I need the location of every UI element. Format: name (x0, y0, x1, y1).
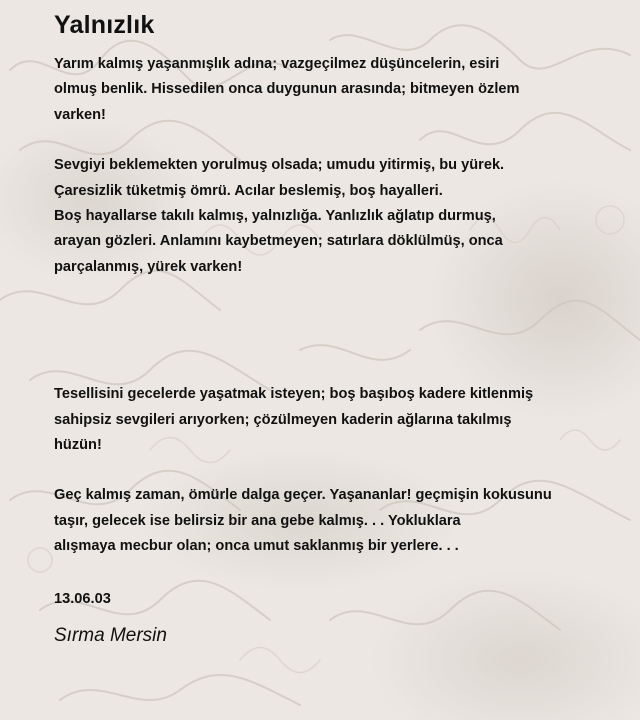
poem-line: alışmaya mecbur olan; onca umut saklanmış bir yerlere. . . (54, 538, 459, 555)
poem-line: Yarım kalmış yaşanmışlık adına; vazgeçilmez düşüncelerin, esiri (54, 56, 500, 72)
poem-line: Geç kalmış zaman, ömürle dalga geçer. Yaşananlar! geçmişin kokusunu (54, 487, 552, 504)
poem-line: arayan gözleri. Anlamını kaybetmeyen; satırlara döklülmüş, onca (54, 233, 503, 250)
stanza-spacer (54, 280, 610, 382)
poem-line: taşır, gelecek ise belirsiz bir ana gebe kalmış. . . Yokluklara (54, 512, 461, 529)
poem-title: Yalnızlık (54, 11, 155, 39)
poem-stanza-2 (54, 153, 610, 280)
poem-line: Çaresizlik tüketmiş ömrü. Acılar beslemiş, boş hayalleri. (54, 182, 443, 199)
poem-line: hüzün! (54, 437, 102, 454)
poem-line: parçalanmış, yürek varken! (54, 258, 243, 275)
poem-line: sahipsiz sevgileri arıyorken; çözülmeyen kaderin ağlarına takılmış (54, 411, 512, 428)
poem-line: Sevgiyi beklemekten yorulmuş olsada; umudu yitirmiş, bu yürek. (54, 157, 505, 174)
poem-line: varken! (54, 106, 106, 123)
poem-stanza-1 (54, 52, 610, 128)
poem-line: Boş hayallarse takılı kalmış, yalnızlığa. Yanlızlık ağlatıp durmuş, (54, 208, 496, 225)
stanza-spacer (54, 458, 610, 483)
poem-stanza-3 (54, 382, 610, 458)
poem-line: Tesellisini gecelerde yaşatmak isteyen; boş başıboş kadere kitlenmiş (54, 386, 534, 403)
poem-author: Sırma Mersin (54, 624, 167, 646)
poem-line: olmuş benlik. Hissedilen onca duygunun arasında; bitmeyen özlem (54, 81, 520, 98)
poem-date: 13.06.03 (54, 590, 111, 607)
stanza-spacer (54, 128, 610, 153)
poem-stanza-4 (54, 483, 610, 559)
